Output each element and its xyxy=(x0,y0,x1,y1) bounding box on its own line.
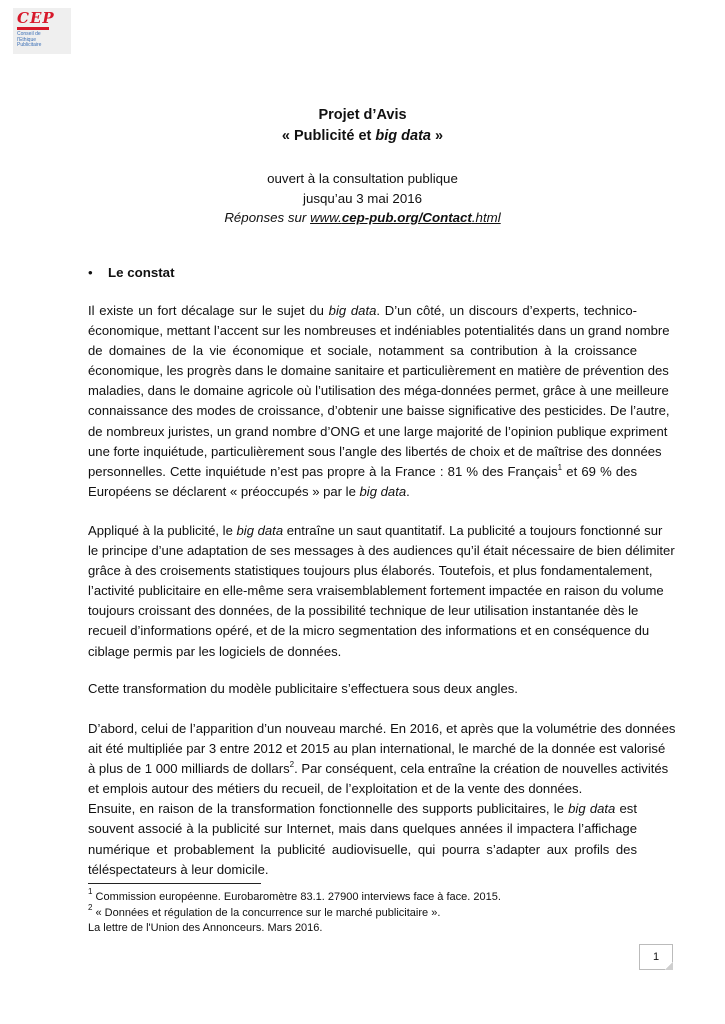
consultation-line-3: Réponses sur www.cep-pub.org/Contact.html xyxy=(224,210,501,225)
paragraph-constat-3: Cette transformation du modèle publicitaire s’effectuera sous deux angles. xyxy=(88,681,518,696)
logo-mark: CEP xyxy=(17,9,55,27)
consultation-line-1: ouvert à la consultation publique xyxy=(267,171,458,186)
bullet-icon: • xyxy=(88,265,93,280)
consultation-line-2: jusqu’au 3 mai 2016 xyxy=(302,191,423,206)
logo-rule xyxy=(17,27,49,30)
logo-subtitle-2: l'Ethique xyxy=(17,36,37,43)
logo-subtitle-1: Conseil de xyxy=(17,31,41,37)
logo-subtitle-3: Publicitaire xyxy=(17,42,42,48)
footnote-2: $^2$ « Données et régulation de la concurrence sur le marché publicitaire ». xyxy=(88,903,441,919)
cep-logo xyxy=(13,8,71,54)
paragraph-constat-2: Appliqué à la publicité, le big data entraîne un saut quantitatif. La publicité a toujours fonctionné sur le principe d’une adaptation de ses messages à des audiences qu’il était nécessaire de bien délimiter grâce à des croisements statistiques toujours plus élaborés. Toutefois, et plus fondamentalement, l’activité publicitaire en elle-même sera vraisemblablement fortement impactée en raison du volume toujours croissant des données, de la possibilité technique de leur utilisation instantanée dès le recueil d’informations opéré, et de la micro segmentation des informations et en conséquence du ciblage permis par les logiciels de données. xyxy=(88,523,675,659)
footnote-1: $^1$ Commission européenne. Eurobaromètre 83.1. 27900 interviews face à face. 2015. xyxy=(88,887,501,903)
page-number: 1 xyxy=(639,944,673,970)
contact-link[interactable]: www.cep-pub.org/Contact.html xyxy=(310,210,501,225)
footnote-separator xyxy=(88,883,261,884)
paragraph-constat-1: Il existe un fort décalage sur le sujet du big data. D’un côté, un discours d’experts, technico- économique, mettant l’accent sur les nombreuses et indéniables potentialités dans un grand nombre de domaines de la vie économique et sociale, notamment sa contribution à la croissance économique, les progrès dans le domaine sanitaire et particulièrement en matière de prévention des maladies, dans le domaine agricole où l’utilisation des méga-données permet, grâce à une meilleure connaissance des modes de croissance, d’obtenir une baisse significative des pesticides. De l’autre, de nombreux juristes, un grand nombre d’ONG et une large majorité de l’opinion publique expriment une forte inquiétude, particulièrement sous l’angle des libertés de choix et de maîtrise des données personnelles. Cette inquiétude n’est pas propre à la France : 81 % des Français$^1$ et 69 % des Européens se déclarent « préoccupés » par le big data. xyxy=(88,303,670,499)
footnote-2-continued: La lettre de l'Union des Annonceurs. Mars 2016. xyxy=(88,922,323,934)
section-heading: • Le constat xyxy=(88,265,175,280)
paragraph-constat-4: D’abord, celui de l’apparition d’un nouveau marché. En 2016, et après que la volumétrie des données ait été multipliée par 3 entre 2012 et 2015 au plan international, le marché de la donnée est valorisé à plus de 1 000 milliards de dollars$^2$. Par conséquent, cela entraîne la création de nouvelles activités et emplois autour des métiers du recueil, de l’exploitation et de la vente des données. Ensuite, en raison de la transformation fonctionnelle des supports publicitaires, le big data est souvent associé à la publicité sur Internet, mais dans quelques années il impactera l’affichage numérique et probablement la publicité audiovisuelle, qui pourra s’adapter aux profils des téléspectateurs à leur domicile. xyxy=(88,721,676,877)
footnote-ref-1: 1 xyxy=(557,462,563,472)
doc-title: Projet d’Avis xyxy=(318,107,407,123)
footnote-ref-2: 2 xyxy=(289,760,295,770)
doc-title-line2: « Publicité et big data » xyxy=(281,128,444,144)
